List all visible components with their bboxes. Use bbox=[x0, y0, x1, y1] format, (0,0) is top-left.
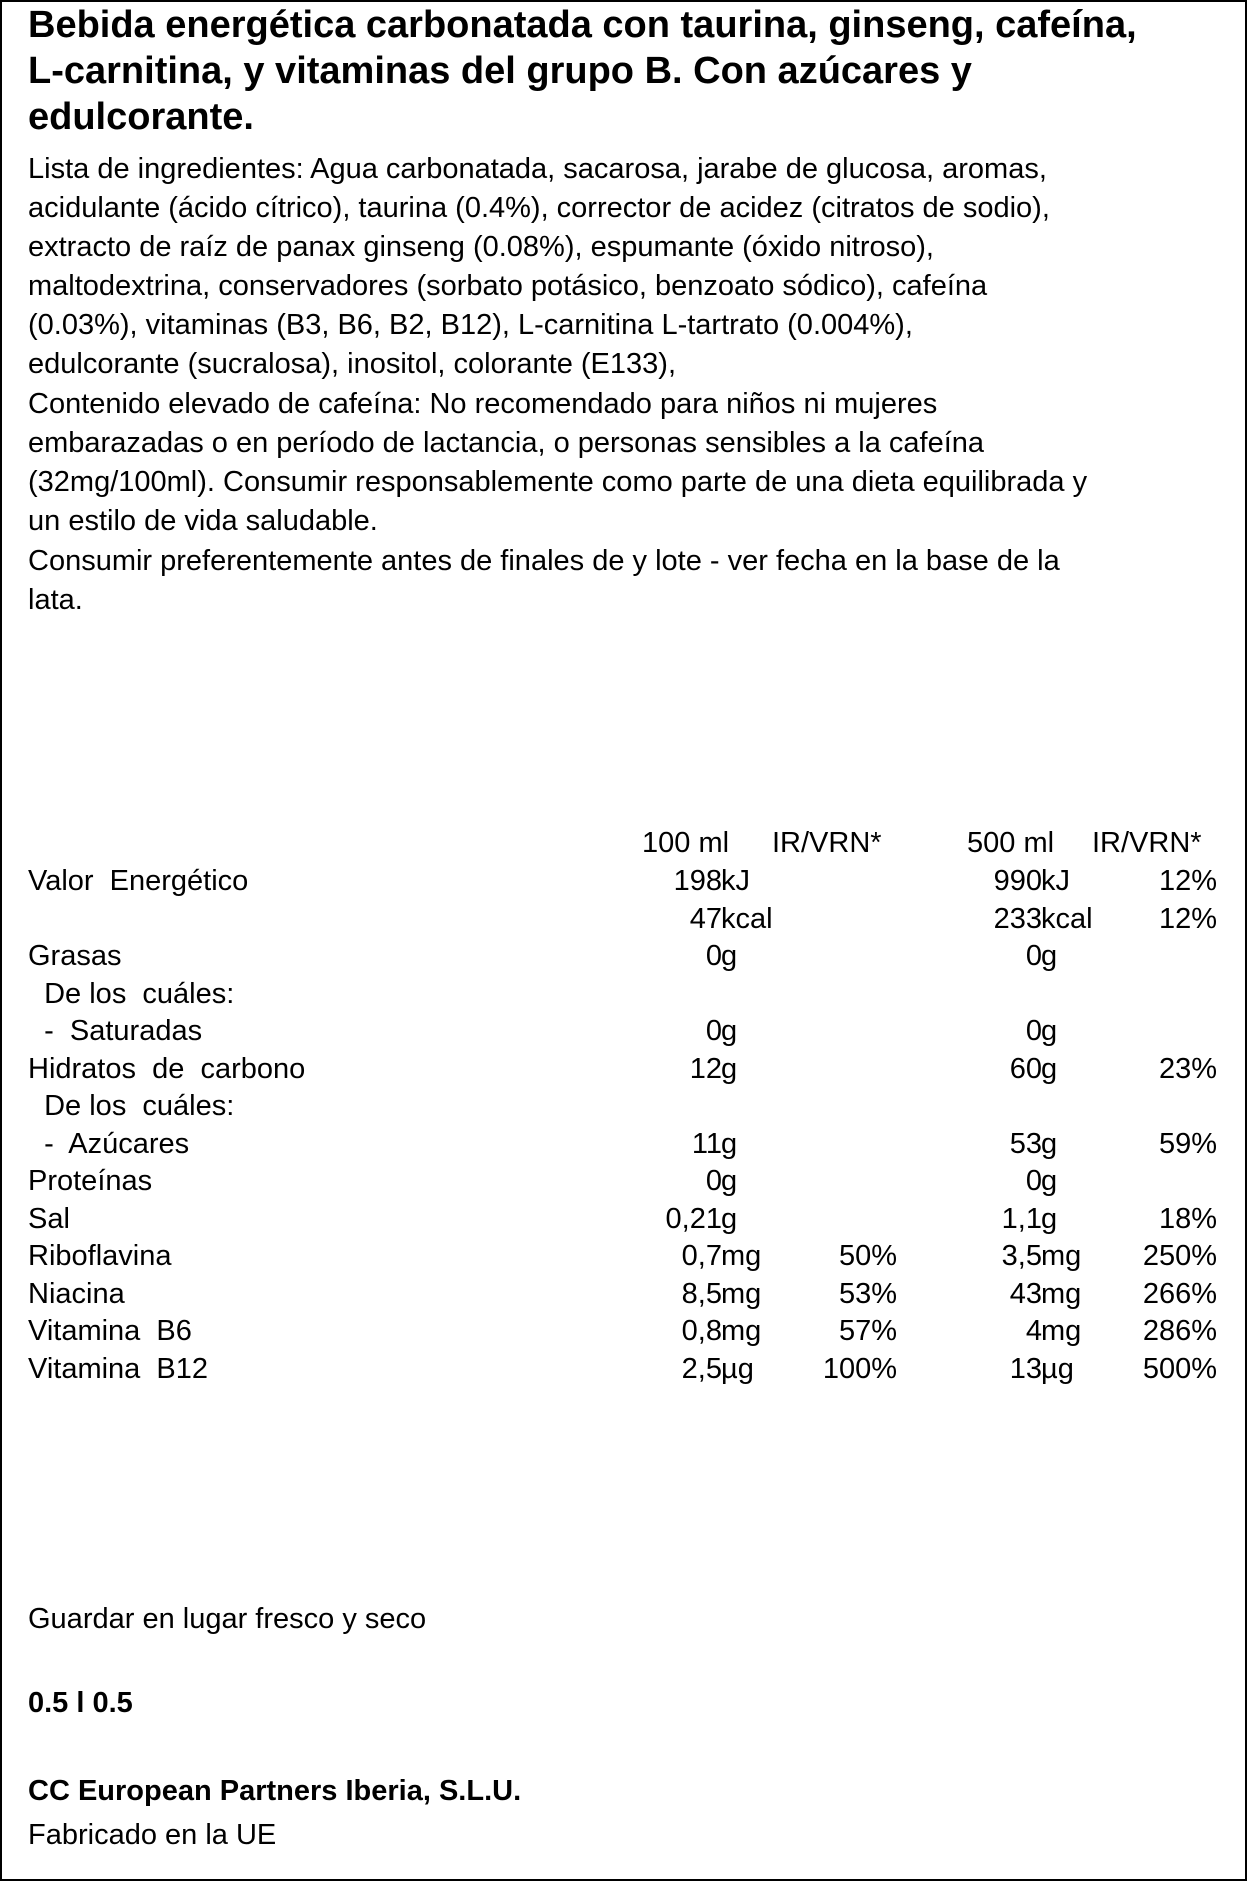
warning-line: (32mg/100ml). Consumir responsablemente como parte de una dieta equilibrada y bbox=[28, 466, 1088, 498]
ir-100ml: 100% bbox=[822, 1352, 897, 1385]
value-100ml: 47 bbox=[689, 902, 722, 935]
header-ir-100: IR/VRN* bbox=[772, 827, 882, 859]
value-500ml: 43 bbox=[1009, 1277, 1042, 1310]
unit-500ml: mg bbox=[1041, 1277, 1082, 1310]
nutrient-label: Riboflavina bbox=[28, 1240, 172, 1272]
nutrient-label: Hidratos de carbono bbox=[28, 1052, 306, 1085]
value-500ml: 60 bbox=[1009, 1052, 1042, 1085]
unit-100ml: kcal bbox=[721, 902, 773, 935]
nutrition-row bbox=[2, 1162, 1249, 1200]
best-before-line: Consumir preferentemente antes de finales de y lote - ver fecha en la base de la bbox=[28, 545, 1060, 577]
unit-100ml: g bbox=[721, 1165, 738, 1197]
ir-100ml: 50% bbox=[838, 1240, 897, 1272]
value-500ml: 3,5 bbox=[1001, 1240, 1042, 1272]
unit-100ml: mg bbox=[721, 1277, 762, 1310]
nutrition-row bbox=[2, 937, 1249, 975]
unit-100ml: g bbox=[721, 1202, 738, 1235]
ir-500ml: 12% bbox=[1158, 865, 1217, 897]
best-before bbox=[28, 542, 1238, 620]
caffeine-warning bbox=[28, 385, 1238, 541]
nutrition-row bbox=[2, 975, 1249, 1013]
ir-500ml: 266% bbox=[1142, 1277, 1217, 1310]
unit-100ml: mg bbox=[721, 1240, 762, 1272]
unit-100ml: g bbox=[721, 1052, 738, 1085]
value-500ml: 233 bbox=[993, 902, 1042, 935]
nutrient-label: - Saturadas bbox=[28, 1015, 203, 1047]
unit-500ml: kcal bbox=[1041, 902, 1093, 935]
value-100ml: 0 bbox=[705, 1165, 722, 1197]
nutrient-label: Valor Energético bbox=[28, 865, 249, 897]
value-100ml: 0 bbox=[705, 1015, 722, 1047]
ingredients-list bbox=[28, 150, 1238, 384]
title-line: Bebida energética carbonatada con taurina, ginseng, cafeína, bbox=[28, 4, 1137, 46]
unit-500ml: kJ bbox=[1041, 865, 1070, 897]
unit-500ml: g bbox=[1041, 1127, 1058, 1160]
unit-100ml: mg bbox=[721, 1315, 762, 1347]
ir-500ml: 23% bbox=[1158, 1052, 1217, 1085]
ir-500ml: 500% bbox=[1142, 1352, 1217, 1385]
value-500ml: 0 bbox=[1025, 1165, 1042, 1197]
warning-line: embarazadas o en período de lactancia, o personas sensibles a la cafeína bbox=[28, 427, 985, 459]
product-title bbox=[28, 2, 1248, 140]
value-500ml: 0 bbox=[1025, 1015, 1042, 1047]
nutrition-row bbox=[2, 1200, 1249, 1238]
ingredients-line: extracto de raíz de panax ginseng (0.08%), espumante (óxido nitroso), bbox=[28, 231, 934, 263]
value-100ml: 0 bbox=[705, 940, 722, 972]
value-100ml: 0,7 bbox=[681, 1240, 722, 1272]
company-name: CC European Partners Iberia, S.L.U. bbox=[28, 1775, 522, 1807]
value-100ml: 0,21 bbox=[665, 1202, 722, 1235]
unit-500ml: g bbox=[1041, 940, 1058, 972]
header-500ml: 500 ml bbox=[967, 827, 1055, 859]
value-500ml: 990 bbox=[993, 865, 1042, 897]
ir-100ml: 57% bbox=[838, 1315, 897, 1347]
ingredients-line: (0.03%), vitaminas (B3, B6, B2, B12), L-carnitina L-tartrato (0.004%), bbox=[28, 309, 913, 341]
title-line: L-carnitina, y vitaminas del grupo B. Con azúcares y bbox=[28, 50, 972, 92]
warning-line: un estilo de vida saludable. bbox=[28, 505, 378, 537]
ingredients-line: Lista de ingredientes: Agua carbonatada, sacarosa, jarabe de glucosa, aromas, bbox=[28, 153, 1047, 185]
nutrient-label: - Azúcares bbox=[28, 1127, 190, 1160]
best-before-line: lata. bbox=[28, 584, 83, 616]
volume-text: 0.5 l 0.5 bbox=[28, 1687, 133, 1719]
unit-100ml: µg bbox=[721, 1352, 754, 1385]
header-100ml: 100 ml bbox=[642, 827, 730, 859]
nutrition-row bbox=[2, 1312, 1249, 1350]
unit-100ml: kJ bbox=[721, 865, 750, 897]
ir-500ml: 250% bbox=[1142, 1240, 1217, 1272]
value-100ml: 198 bbox=[673, 865, 722, 897]
nutrition-header bbox=[2, 824, 1249, 862]
title-line: edulcorante. bbox=[28, 96, 254, 138]
value-500ml: 1,1 bbox=[1001, 1202, 1042, 1235]
ingredients-line: edulcorante (sucralosa), inositol, colorante (E133), bbox=[28, 348, 676, 380]
unit-500ml: g bbox=[1041, 1165, 1058, 1197]
nutrient-label: Vitamina B12 bbox=[28, 1352, 209, 1385]
nutrition-row bbox=[2, 1350, 1249, 1388]
value-100ml: 0,8 bbox=[681, 1315, 722, 1347]
value-100ml: 2,5 bbox=[681, 1352, 722, 1385]
value-500ml: 0 bbox=[1025, 940, 1042, 972]
nutrient-label: De los cuáles: bbox=[28, 977, 235, 1010]
nutrient-label: Vitamina B6 bbox=[28, 1315, 192, 1347]
ingredients-line: acidulante (ácido cítrico), taurina (0.4%), corrector de acidez (citratos de sodio), bbox=[28, 192, 1050, 224]
nutrition-row bbox=[2, 900, 1249, 938]
nutrition-row bbox=[2, 1087, 1249, 1125]
storage-text: Guardar en lugar fresco y seco bbox=[28, 1603, 427, 1635]
unit-100ml: g bbox=[721, 1015, 738, 1047]
ir-100ml: 53% bbox=[838, 1277, 897, 1310]
unit-500ml: g bbox=[1041, 1015, 1058, 1047]
ingredients-line: maltodextrina, conservadores (sorbato potásico, benzoato sódico), cafeína bbox=[28, 270, 988, 302]
unit-500ml: mg bbox=[1041, 1240, 1082, 1272]
origin-text: Fabricado en la UE bbox=[28, 1819, 277, 1851]
value-100ml: 12 bbox=[689, 1052, 722, 1085]
ir-500ml: 12% bbox=[1158, 902, 1217, 935]
nutrient-label: Sal bbox=[28, 1202, 70, 1235]
nutrition-row bbox=[2, 1012, 1249, 1050]
nutrition-row bbox=[2, 862, 1249, 900]
unit-500ml: g bbox=[1041, 1202, 1058, 1235]
unit-500ml: mg bbox=[1041, 1315, 1082, 1347]
header-ir-500: IR/VRN* bbox=[1092, 827, 1202, 859]
nutrition-row bbox=[2, 1050, 1249, 1088]
unit-100ml: g bbox=[721, 940, 738, 972]
value-500ml: 4 bbox=[1025, 1315, 1042, 1347]
nutrition-row bbox=[2, 1237, 1249, 1275]
ir-500ml: 18% bbox=[1158, 1202, 1217, 1235]
nutrient-label: Niacina bbox=[28, 1277, 125, 1310]
value-100ml: 8,5 bbox=[681, 1277, 722, 1310]
unit-100ml: g bbox=[721, 1127, 738, 1160]
value-100ml: 11 bbox=[691, 1127, 722, 1160]
nutrient-label: De los cuáles: bbox=[28, 1090, 235, 1122]
nutrition-row bbox=[2, 1275, 1249, 1313]
value-500ml: 53 bbox=[1009, 1127, 1042, 1160]
nutrient-label: Grasas bbox=[28, 940, 122, 972]
nutrition-row bbox=[2, 1125, 1249, 1163]
unit-500ml: g bbox=[1041, 1052, 1058, 1085]
unit-500ml: µg bbox=[1041, 1352, 1074, 1385]
warning-line: Contenido elevado de cafeína: No recomendado para niños ni mujeres bbox=[28, 388, 938, 420]
value-500ml: 13 bbox=[1009, 1352, 1042, 1385]
nutrient-label: Proteínas bbox=[28, 1165, 153, 1197]
ir-500ml: 59% bbox=[1158, 1127, 1217, 1160]
ir-500ml: 286% bbox=[1142, 1315, 1217, 1347]
